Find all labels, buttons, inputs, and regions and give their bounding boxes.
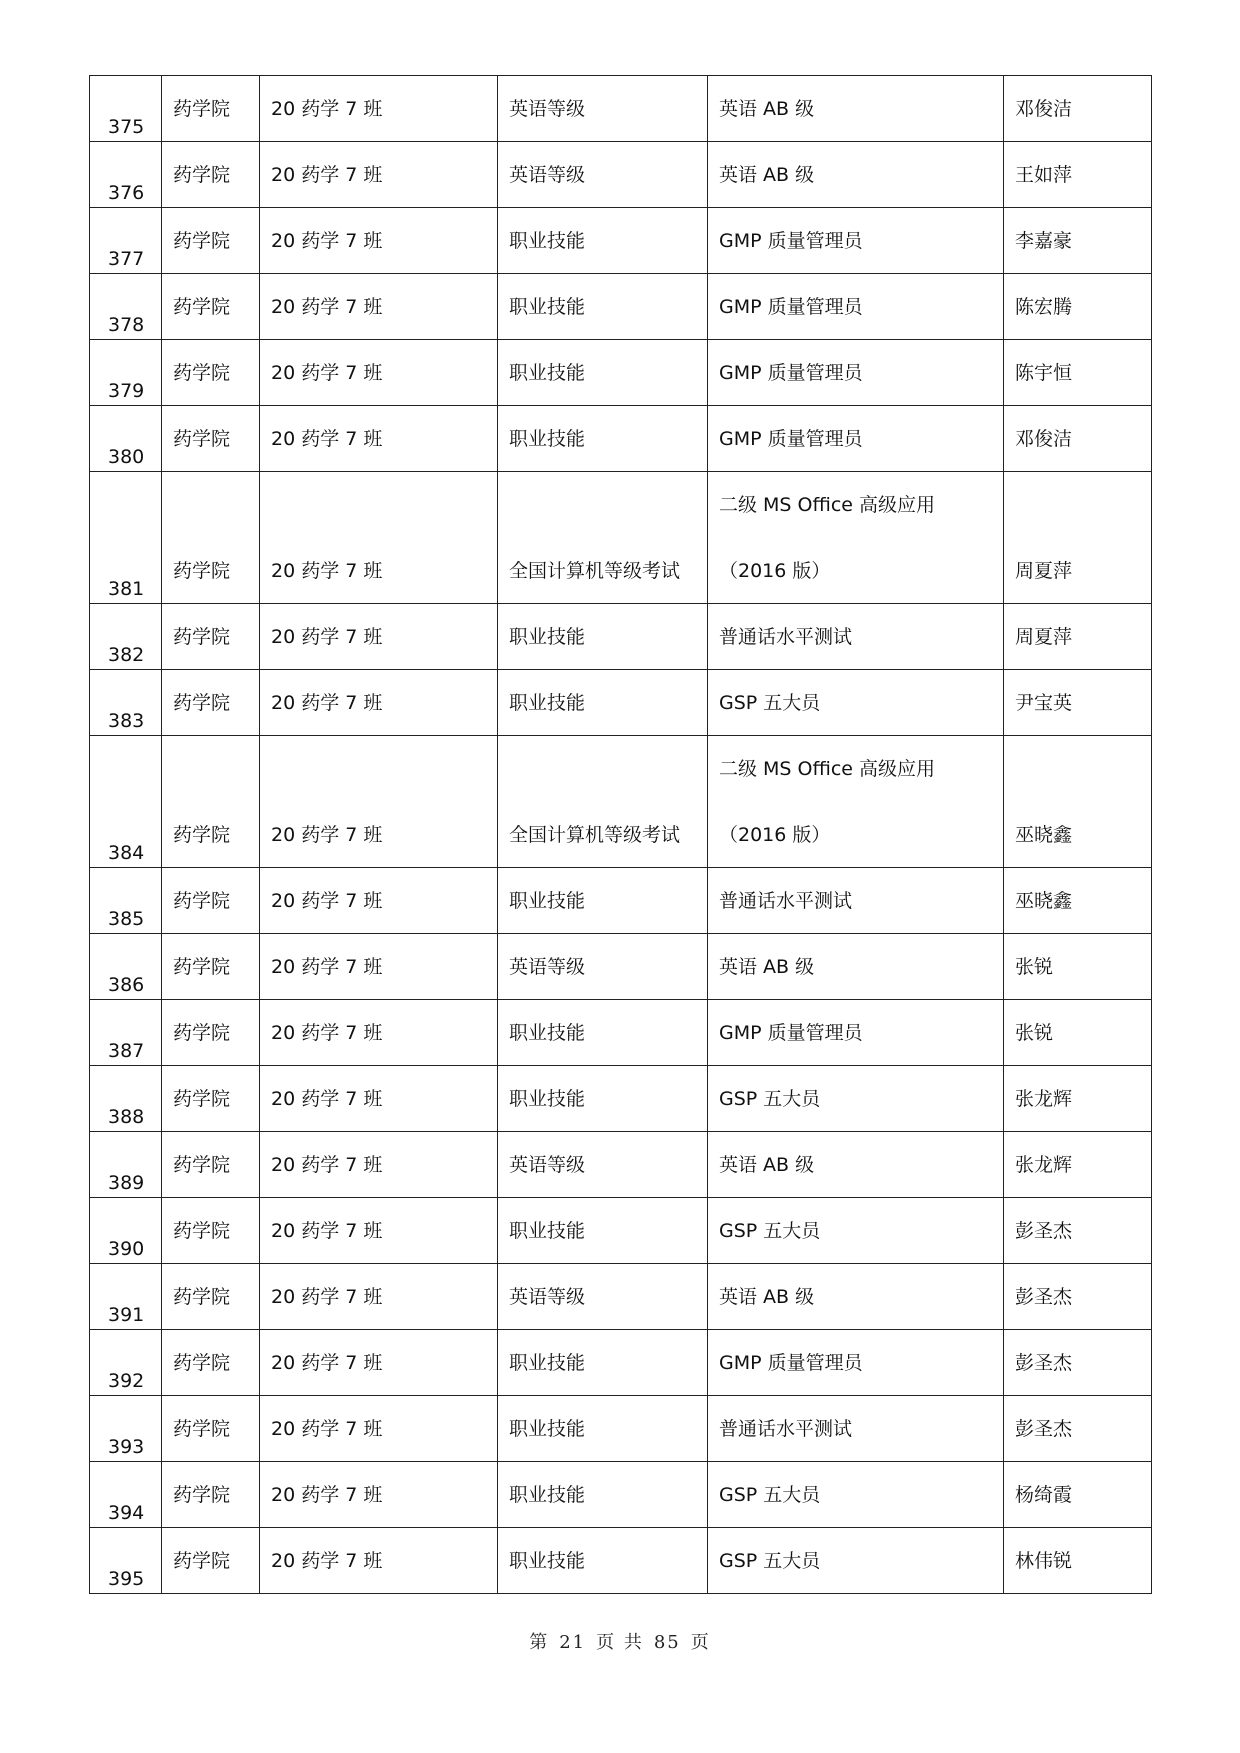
cell-college: [162, 1264, 260, 1330]
cell-student-name: [1004, 406, 1152, 472]
cell-category-text: 英语等级: [509, 956, 586, 978]
certificate-line: GSP 五大员: [719, 1550, 821, 1572]
cell-category: [498, 1198, 708, 1264]
cell-number-text: 380: [108, 446, 145, 468]
cell-category: [498, 142, 708, 208]
certificate-line: GMP 质量管理员: [719, 428, 863, 450]
cell-number-text: 393: [108, 1436, 145, 1458]
cell-college-text: 药学院: [173, 1484, 231, 1506]
table-row: [90, 1330, 1152, 1396]
cell-number-text: 377: [108, 248, 145, 270]
cell-number: [90, 472, 162, 604]
cell-student-name: [1004, 1198, 1152, 1264]
cell-certificate: [708, 1000, 1004, 1066]
cell-class-text: 20 药学 7 班: [271, 428, 383, 450]
cell-category-text: 职业技能: [509, 362, 586, 384]
cell-category: [498, 1528, 708, 1594]
table-row: [90, 340, 1152, 406]
table-row: [90, 274, 1152, 340]
cell-class-text: 20 药学 7 班: [271, 1352, 383, 1374]
cell-class-text: 20 药学 7 班: [271, 560, 383, 582]
cell-college-text: 药学院: [173, 956, 231, 978]
cell-category: [498, 1264, 708, 1330]
cell-class-text: 20 药学 7 班: [271, 1484, 383, 1506]
cell-class: [260, 670, 498, 736]
cell-student-name: [1004, 1396, 1152, 1462]
footer-middle: 页 共: [596, 1632, 644, 1653]
cell-category: [498, 1462, 708, 1528]
cell-class-text: 20 药学 7 班: [271, 1088, 383, 1110]
cell-student-name: [1004, 736, 1152, 868]
cell-class: [260, 1462, 498, 1528]
cell-class: [260, 604, 498, 670]
cell-category-text: 职业技能: [509, 1220, 586, 1242]
table-row: [90, 736, 1152, 868]
cell-student-name-text: 张龙辉: [1015, 1154, 1073, 1176]
cell-certificate: [708, 1132, 1004, 1198]
cell-college: [162, 472, 260, 604]
cell-student-name: [1004, 604, 1152, 670]
cell-certificate: [708, 76, 1004, 142]
cell-number: [90, 1066, 162, 1132]
cell-class: [260, 76, 498, 142]
table-row: [90, 406, 1152, 472]
cell-student-name-text: 彭圣杰: [1015, 1352, 1073, 1374]
cell-college: [162, 736, 260, 868]
cell-college: [162, 934, 260, 1000]
cell-student-name-text: 彭圣杰: [1015, 1286, 1073, 1308]
cell-category: [498, 670, 708, 736]
cell-class-text: 20 药学 7 班: [271, 1418, 383, 1440]
cell-class: [260, 868, 498, 934]
cell-number-text: 384: [108, 842, 145, 864]
cell-class-text: 20 药学 7 班: [271, 890, 383, 912]
table-row: [90, 1066, 1152, 1132]
cell-college: [162, 274, 260, 340]
cell-college-text: 药学院: [173, 626, 231, 648]
cell-certificate: [708, 208, 1004, 274]
cell-student-name-text: 彭圣杰: [1015, 1220, 1073, 1242]
cell-class: [260, 274, 498, 340]
cell-student-name-text: 杨绮霞: [1015, 1484, 1073, 1506]
certificate-line: （2016 版）: [719, 824, 831, 846]
certificate-line: GMP 质量管理员: [719, 1022, 863, 1044]
cell-class-text: 20 药学 7 班: [271, 1220, 383, 1242]
cell-number: [90, 670, 162, 736]
cell-category-text: 职业技能: [509, 428, 586, 450]
cell-college: [162, 1132, 260, 1198]
cell-category: [498, 406, 708, 472]
cell-number: [90, 76, 162, 142]
cell-student-name-text: 张锐: [1015, 956, 1054, 978]
cell-student-name-text: 尹宝英: [1015, 692, 1073, 714]
certificate-line: GMP 质量管理员: [719, 1352, 863, 1374]
cell-number: [90, 1462, 162, 1528]
cell-college-text: 药学院: [173, 1286, 231, 1308]
cell-certificate: [708, 670, 1004, 736]
cell-category-text: 职业技能: [509, 1022, 586, 1044]
cell-number: [90, 736, 162, 868]
cell-number: [90, 1000, 162, 1066]
cell-category: [498, 1330, 708, 1396]
records-table: [89, 75, 1152, 1594]
table-row: [90, 1264, 1152, 1330]
cell-college: [162, 1330, 260, 1396]
cell-certificate: [708, 340, 1004, 406]
table-row: [90, 934, 1152, 1000]
cell-class: [260, 736, 498, 868]
cell-category: [498, 1396, 708, 1462]
cell-certificate: [708, 736, 1004, 868]
cell-class-text: 20 药学 7 班: [271, 626, 383, 648]
table-row: [90, 1396, 1152, 1462]
cell-student-name-text: 巫晓鑫: [1015, 890, 1073, 912]
cell-class-text: 20 药学 7 班: [271, 692, 383, 714]
cell-college-text: 药学院: [173, 824, 231, 846]
cell-student-name: [1004, 340, 1152, 406]
cell-certificate: [708, 1528, 1004, 1594]
cell-certificate: [708, 1330, 1004, 1396]
cell-class-text: 20 药学 7 班: [271, 362, 383, 384]
cell-number: [90, 142, 162, 208]
cell-class: [260, 340, 498, 406]
cell-class: [260, 1528, 498, 1594]
cell-college: [162, 208, 260, 274]
cell-college: [162, 604, 260, 670]
certificate-line: 普通话水平测试: [719, 1418, 853, 1440]
footer-suffix: 页: [690, 1632, 711, 1653]
cell-category-text: 职业技能: [509, 1418, 586, 1440]
cell-college-text: 药学院: [173, 230, 231, 252]
cell-student-name-text: 周夏萍: [1015, 560, 1073, 582]
cell-class: [260, 1396, 498, 1462]
cell-college: [162, 1528, 260, 1594]
cell-number-text: 394: [108, 1502, 145, 1524]
table-row: [90, 1528, 1152, 1594]
cell-number-text: 382: [108, 644, 145, 666]
certificate-line: GSP 五大员: [719, 1088, 821, 1110]
cell-class-text: 20 药学 7 班: [271, 296, 383, 318]
cell-college-text: 药学院: [173, 1352, 231, 1374]
certificate-line: GSP 五大员: [719, 1484, 821, 1506]
cell-class-text: 20 药学 7 班: [271, 230, 383, 252]
cell-number: [90, 1198, 162, 1264]
cell-college-text: 药学院: [173, 692, 231, 714]
cell-college-text: 药学院: [173, 296, 231, 318]
cell-college: [162, 142, 260, 208]
cell-student-name-text: 彭圣杰: [1015, 1418, 1073, 1440]
table-row: [90, 142, 1152, 208]
cell-class: [260, 406, 498, 472]
cell-number: [90, 208, 162, 274]
cell-category: [498, 868, 708, 934]
cell-category: [498, 76, 708, 142]
cell-student-name: [1004, 868, 1152, 934]
cell-class: [260, 1066, 498, 1132]
cell-college-text: 药学院: [173, 1022, 231, 1044]
cell-class-text: 20 药学 7 班: [271, 1022, 383, 1044]
cell-student-name-text: 张锐: [1015, 1022, 1054, 1044]
cell-college-text: 药学院: [173, 1220, 231, 1242]
cell-class: [260, 1330, 498, 1396]
cell-number-text: 391: [108, 1304, 145, 1326]
cell-class-text: 20 药学 7 班: [271, 164, 383, 186]
cell-certificate: [708, 142, 1004, 208]
cell-category: [498, 274, 708, 340]
table-row: [90, 1198, 1152, 1264]
cell-student-name: [1004, 142, 1152, 208]
cell-certificate: [708, 472, 1004, 604]
certificate-line: （2016 版）: [719, 560, 831, 582]
cell-college-text: 药学院: [173, 164, 231, 186]
cell-number: [90, 406, 162, 472]
cell-number: [90, 604, 162, 670]
cell-student-name-text: 李嘉豪: [1015, 230, 1073, 252]
cell-college-text: 药学院: [173, 1154, 231, 1176]
cell-category: [498, 208, 708, 274]
cell-category-text: 职业技能: [509, 626, 586, 648]
cell-category-text: 英语等级: [509, 1286, 586, 1308]
cell-class: [260, 1264, 498, 1330]
cell-college-text: 药学院: [173, 1088, 231, 1110]
cell-student-name: [1004, 934, 1152, 1000]
certificate-line: 英语 AB 级: [719, 164, 815, 186]
cell-category-text: 英语等级: [509, 98, 586, 120]
table-row: [90, 868, 1152, 934]
cell-certificate: [708, 1066, 1004, 1132]
cell-class: [260, 1132, 498, 1198]
table-row: [90, 76, 1152, 142]
cell-class-text: 20 药学 7 班: [271, 956, 383, 978]
certificate-line: 二级 MS Office 高级应用: [719, 494, 936, 516]
cell-student-name-text: 林伟锐: [1015, 1550, 1073, 1572]
cell-number-text: 388: [108, 1106, 145, 1128]
cell-student-name: [1004, 1264, 1152, 1330]
table-row: [90, 670, 1152, 736]
cell-student-name-text: 陈宏腾: [1015, 296, 1073, 318]
cell-category: [498, 340, 708, 406]
cell-certificate: [708, 934, 1004, 1000]
cell-student-name: [1004, 1132, 1152, 1198]
certificate-line: 英语 AB 级: [719, 956, 815, 978]
cell-student-name: [1004, 1330, 1152, 1396]
cell-number-text: 395: [108, 1568, 145, 1590]
cell-category-text: 全国计算机等级考试: [509, 824, 681, 846]
cell-college: [162, 868, 260, 934]
cell-number-text: 387: [108, 1040, 145, 1062]
certificate-line: 英语 AB 级: [719, 98, 815, 120]
cell-number-text: 385: [108, 908, 145, 930]
cell-college-text: 药学院: [173, 362, 231, 384]
cell-category-text: 职业技能: [509, 296, 586, 318]
cell-college-text: 药学院: [173, 1418, 231, 1440]
cell-certificate: [708, 1462, 1004, 1528]
cell-number: [90, 868, 162, 934]
cell-student-name: [1004, 472, 1152, 604]
certificate-line: 普通话水平测试: [719, 626, 853, 648]
cell-category-text: 职业技能: [509, 1550, 586, 1572]
table-row: [90, 208, 1152, 274]
cell-class-text: 20 药学 7 班: [271, 98, 383, 120]
cell-student-name-text: 邓俊洁: [1015, 98, 1073, 120]
page-footer: [0, 1628, 1240, 1654]
cell-class-text: 20 药学 7 班: [271, 1550, 383, 1572]
cell-student-name-text: 陈宇恒: [1015, 362, 1073, 384]
cell-number: [90, 1132, 162, 1198]
cell-college: [162, 1000, 260, 1066]
cell-category-text: 职业技能: [509, 692, 586, 714]
footer-total-pages: 85: [653, 1632, 681, 1653]
cell-college-text: 药学院: [173, 428, 231, 450]
cell-student-name: [1004, 1528, 1152, 1594]
cell-college: [162, 1198, 260, 1264]
cell-category: [498, 934, 708, 1000]
cell-student-name: [1004, 670, 1152, 736]
cell-number: [90, 340, 162, 406]
cell-category-text: 英语等级: [509, 164, 586, 186]
cell-certificate: [708, 1198, 1004, 1264]
table-body: [90, 76, 1152, 1594]
certificate-line: GSP 五大员: [719, 692, 821, 714]
certificate-line: GMP 质量管理员: [719, 230, 863, 252]
cell-student-name-text: 邓俊洁: [1015, 428, 1073, 450]
cell-college-text: 药学院: [173, 560, 231, 582]
cell-college-text: 药学院: [173, 98, 231, 120]
table-row: [90, 472, 1152, 604]
cell-college: [162, 76, 260, 142]
cell-class: [260, 472, 498, 604]
certificate-line: 二级 MS Office 高级应用: [719, 758, 936, 780]
cell-certificate: [708, 1396, 1004, 1462]
cell-college: [162, 406, 260, 472]
cell-college: [162, 1396, 260, 1462]
cell-category: [498, 472, 708, 604]
cell-student-name: [1004, 76, 1152, 142]
cell-category-text: 全国计算机等级考试: [509, 560, 681, 582]
cell-certificate: [708, 406, 1004, 472]
certificate-line: GMP 质量管理员: [719, 296, 863, 318]
footer-page-number: 21: [559, 1632, 587, 1653]
cell-certificate: [708, 604, 1004, 670]
cell-college-text: 药学院: [173, 1550, 231, 1572]
cell-number-text: 386: [108, 974, 145, 996]
cell-number-text: 379: [108, 380, 145, 402]
cell-student-name: [1004, 1000, 1152, 1066]
certificate-line: 英语 AB 级: [719, 1286, 815, 1308]
cell-college: [162, 340, 260, 406]
cell-category-text: 英语等级: [509, 1154, 586, 1176]
cell-college: [162, 670, 260, 736]
cell-student-name-text: 周夏萍: [1015, 626, 1073, 648]
cell-student-name-text: 巫晓鑫: [1015, 824, 1073, 846]
certificate-line: 普通话水平测试: [719, 890, 853, 912]
cell-class: [260, 142, 498, 208]
cell-class: [260, 1000, 498, 1066]
cell-number-text: 383: [108, 710, 145, 732]
cell-number-text: 381: [108, 578, 145, 600]
cell-category-text: 职业技能: [509, 230, 586, 252]
cell-category: [498, 604, 708, 670]
cell-student-name: [1004, 1462, 1152, 1528]
cell-certificate: [708, 1264, 1004, 1330]
table-row: [90, 604, 1152, 670]
cell-number: [90, 1330, 162, 1396]
cell-category-text: 职业技能: [509, 890, 586, 912]
cell-class: [260, 1198, 498, 1264]
cell-college: [162, 1462, 260, 1528]
cell-category: [498, 736, 708, 868]
cell-college-text: 药学院: [173, 890, 231, 912]
cell-number: [90, 1396, 162, 1462]
cell-category: [498, 1000, 708, 1066]
cell-category-text: 职业技能: [509, 1484, 586, 1506]
cell-number: [90, 1264, 162, 1330]
footer-prefix: 第: [529, 1632, 550, 1653]
cell-number-text: 389: [108, 1172, 145, 1194]
cell-number-text: 390: [108, 1238, 145, 1260]
cell-category: [498, 1132, 708, 1198]
cell-number-text: 392: [108, 1370, 145, 1392]
cell-student-name: [1004, 208, 1152, 274]
cell-class-text: 20 药学 7 班: [271, 824, 383, 846]
cell-number: [90, 1528, 162, 1594]
certificate-line: 英语 AB 级: [719, 1154, 815, 1176]
table-row: [90, 1132, 1152, 1198]
cell-number: [90, 274, 162, 340]
cell-number: [90, 934, 162, 1000]
cell-class: [260, 934, 498, 1000]
cell-number-text: 378: [108, 314, 145, 336]
cell-class-text: 20 药学 7 班: [271, 1154, 383, 1176]
cell-student-name-text: 张龙辉: [1015, 1088, 1073, 1110]
cell-class-text: 20 药学 7 班: [271, 1286, 383, 1308]
table-row: [90, 1462, 1152, 1528]
table-row: [90, 1000, 1152, 1066]
cell-category: [498, 1066, 708, 1132]
cell-certificate: [708, 274, 1004, 340]
cell-student-name: [1004, 1066, 1152, 1132]
cell-number-text: 375: [108, 116, 145, 138]
cell-student-name: [1004, 274, 1152, 340]
cell-category-text: 职业技能: [509, 1352, 586, 1374]
cell-certificate: [708, 868, 1004, 934]
certificate-line: GSP 五大员: [719, 1220, 821, 1242]
cell-college: [162, 1066, 260, 1132]
cell-class: [260, 208, 498, 274]
cell-category-text: 职业技能: [509, 1088, 586, 1110]
cell-number-text: 376: [108, 182, 145, 204]
cell-student-name-text: 王如萍: [1015, 164, 1073, 186]
certificate-line: GMP 质量管理员: [719, 362, 863, 384]
